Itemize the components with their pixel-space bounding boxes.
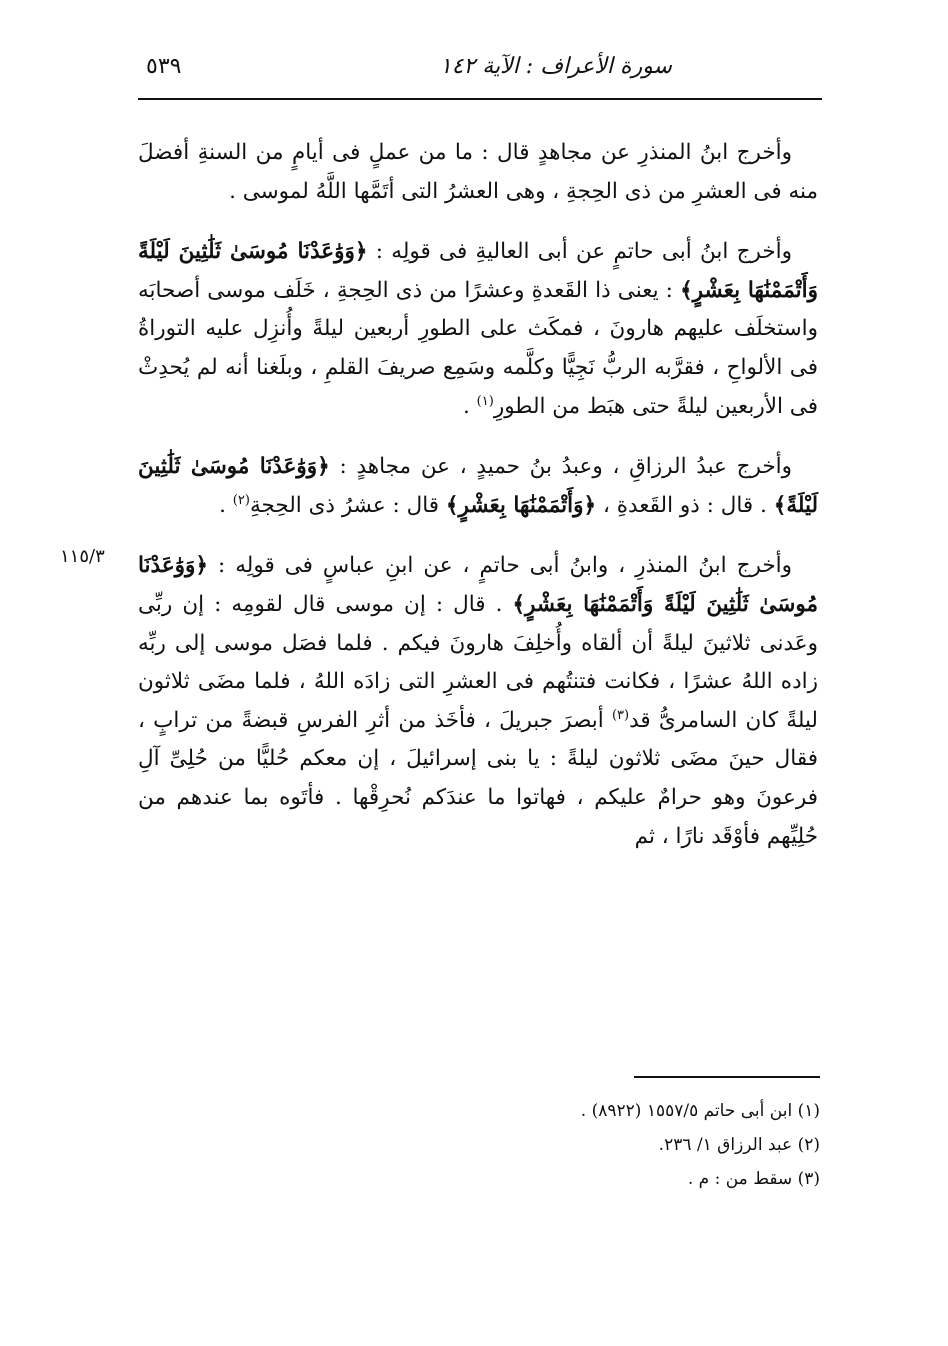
margin-volume-page-note: ١١٥/٣ — [60, 546, 105, 567]
paragraph — [138, 448, 818, 525]
page-number: ٥٣٩ — [146, 54, 182, 79]
paragraph-text: وأخرج ابنُ أبى حاتمٍ عن أبى العاليةِ فى قولِه : — [367, 239, 793, 265]
footnote-reference: (٣) — [611, 707, 630, 723]
footnote: (١) ابن أبى حاتم ١٥٥٧/٥ (٨٩٢٢) . — [580, 1101, 820, 1121]
footnote-rule — [634, 1076, 820, 1078]
paragraph-text: . قال : ذو القَعدةِ ، — [596, 492, 774, 518]
page-header — [138, 50, 822, 90]
quran-verse: ﴿وَوَٰعَدْنَا مُوسَىٰ ثَلَٰثِينَ لَيْلَةً وَأَتْمَمْنَٰهَا بِعَشْرٍ﴾ — [138, 239, 818, 303]
footnote-reference: (٢) — [232, 492, 250, 508]
paragraph — [138, 233, 818, 426]
paragraph-text: . — [219, 492, 233, 518]
paragraph — [138, 547, 818, 856]
quran-verse: ﴿وَوَٰعَدْنَا مُوسَىٰ ثَلَٰثِينَ لَيْلَةً وَأَتْمَمْنَٰهَا بِعَشْرٍ﴾ — [138, 553, 818, 617]
paragraph-text: وأخرج ابنُ المنذرِ عن مجاهدٍ قال : ما من عملٍ فى أيامٍ من السنةِ أفضلَ منه فى العشرِ من ذى الحِجةِ ، وهى العشرُ التى أتَمَّها اللَّهُ لموسى . — [138, 140, 818, 204]
quran-verse: ﴿وَوَٰعَدْنَا مُوسَىٰ ثَلَٰثِينَ لَيْلَةً﴾ — [138, 454, 818, 518]
paragraph-text: وأخرج ابنُ المنذرِ ، وابنُ أبى حاتمٍ ، عن ابنِ عباسٍ فى قولِه : — [208, 553, 792, 579]
paragraph-text: : يعنى ذا القَعدةِ وعشرًا من ذى الحِجةِ ، خَلَف موسى أصحابَه واستخلَف عليهم هارونَ ، فمكَث على الطورِ أربعين ليلةً وأُنزِل عليه التوراةُ فى الألواحِ ، فقرَّبه الربُّ نَجِيًّا وكلَّمه وسَمِع صريفَ القلمِ ، وبلَغنا أنه لم يُحدِثْ فى الأربعين ليلةً حتى هبَط من الطورِ — [138, 277, 818, 419]
footnote: (٢) عبد الرزاق ١/ ٢٣٦. — [658, 1135, 820, 1155]
running-title: سورة الأعراف : الآية ١٤٢ — [439, 54, 672, 79]
body-text — [138, 134, 818, 878]
paragraph-text: قال : عشرُ ذى الحِجةِ — [249, 492, 446, 518]
paragraph-text: . قال : إن موسى قال لقومِه : إن ربِّى وعَدنى ثلاثينَ ليلةً أن ألقاه وأُخلِفَ هارونَ فيكم . فلما فصَل موسى إلى ربِّه زاده اللهُ عشرًا ، فكانت فتنتُهم فى العشرِ التى زادَه اللهُ ، فلما مضَى ثلاثون ليلةً كان السامرىُّ قد — [138, 591, 818, 733]
paragraph-text: . — [463, 393, 477, 419]
header-rule — [138, 98, 822, 100]
paragraph-text: وأخرج عبدُ الرزاقِ ، وعبدُ بنُ حميدٍ ، عن مجاهدٍ : — [329, 454, 793, 480]
paragraph-text: أبصرَ جبريلَ ، فأخَذ من أثرِ الفرسِ قبضةً من ترابٍ ، فقال حينَ مضَى ثلاثون ليلةً : يا بنى إسرائيلَ ، إن معكم حُليًّا من حُلِىِّ آلِ فرعونَ وهو حرامٌ عليكم ، فهاتوا ما عندَكم نُحرِقْها . فأتَوه بما عندهم من حُلِيِّهم فأوْقَد نارًا ، ثم — [138, 707, 818, 849]
footnotes — [400, 1094, 820, 1196]
paragraph — [138, 134, 818, 211]
footnote-reference: (١) — [476, 393, 494, 409]
quran-verse: ﴿وَأَتْمَمْنَٰهَا بِعَشْرٍ﴾ — [445, 492, 597, 518]
footnote: (٣) سقط من : م . — [687, 1169, 820, 1189]
